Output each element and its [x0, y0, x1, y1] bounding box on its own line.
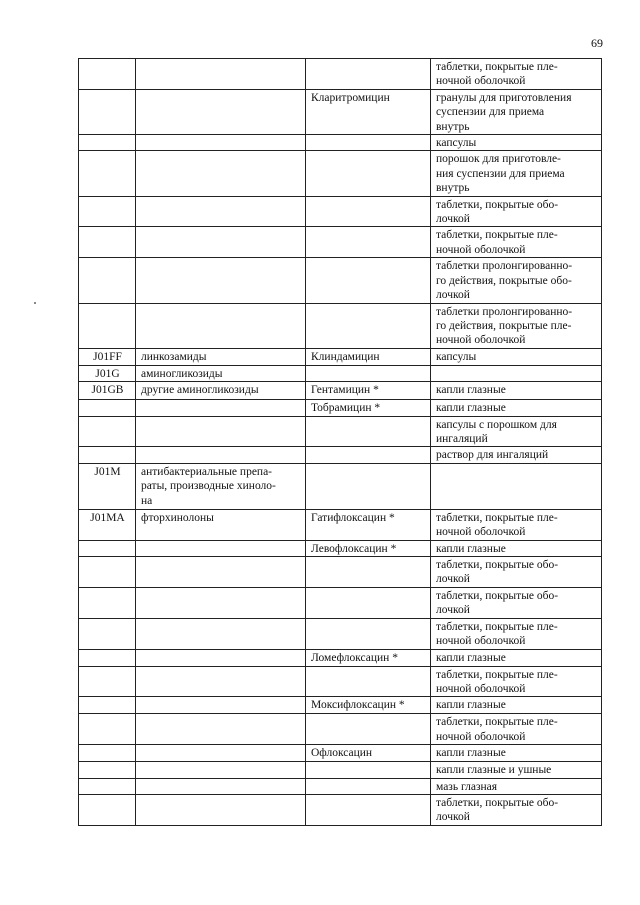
pharm-group-cell	[136, 59, 306, 90]
atc-code-cell: J01FF	[79, 348, 136, 365]
atc-code-cell	[79, 400, 136, 416]
table-row	[79, 618, 602, 649]
drug-name-cell	[306, 416, 431, 447]
atc-code-cell	[79, 795, 136, 826]
dosage-form-line: лочкой	[436, 289, 470, 302]
drug-name-cell: Моксифлоксацин *	[306, 697, 431, 714]
table-row	[79, 509, 602, 540]
dosage-form-line: таблетки пролонгированно-	[436, 260, 573, 273]
pharm-group-cell	[136, 151, 306, 196]
pharm-group-cell	[136, 258, 306, 303]
dosage-form-line: капли глазные	[436, 747, 506, 760]
drug-name-cell	[306, 778, 431, 794]
dosage-form-line: лочкой	[436, 213, 470, 226]
dosage-form-line: ночной оболочкой	[436, 683, 526, 695]
dosage-form-cell	[431, 348, 602, 365]
atc-code-cell: J01GB	[79, 382, 136, 400]
dosage-form-line: таблетки, покрытые обо-	[436, 558, 559, 571]
pharm-group-cell	[136, 227, 306, 258]
table-body	[79, 59, 602, 826]
dosage-form-cell	[431, 795, 602, 826]
dosage-form-cell	[431, 697, 602, 714]
dosage-form-cell	[431, 89, 602, 134]
atc-code-cell	[79, 135, 136, 151]
atc-code-cell	[79, 778, 136, 794]
dosage-form-line: капли глазные	[436, 384, 506, 397]
dosage-form-cell	[431, 227, 602, 258]
table-row	[79, 89, 602, 134]
pharm-group-cell	[136, 587, 306, 618]
drug-name-cell	[306, 258, 431, 303]
table-row	[79, 697, 602, 714]
table-row	[79, 135, 602, 151]
atc-code-cell	[79, 447, 136, 463]
dosage-form-cell	[431, 666, 602, 697]
dosage-form-cell	[431, 196, 602, 227]
dosage-form-line: таблетки, покрытые пле-	[436, 229, 558, 242]
pharm-group-cell	[136, 618, 306, 649]
dosage-form-line: таблетки, покрытые пле-	[436, 620, 558, 633]
table-row	[79, 151, 602, 196]
table-row	[79, 795, 602, 826]
atc-code-cell	[79, 196, 136, 227]
table-row	[79, 778, 602, 794]
atc-code-cell	[79, 762, 136, 778]
table-row	[79, 303, 602, 348]
page-number: 69	[591, 36, 603, 50]
pharm-group-text: антибактериальные препа- раты, производные хиноло- на	[141, 465, 276, 507]
dosage-form-line: капли глазные и ушные	[436, 764, 552, 777]
dosage-form-line: го действия, покрытые обо-	[436, 274, 572, 287]
dosage-form-cell	[431, 416, 602, 447]
atc-code-cell	[79, 258, 136, 303]
atc-code-cell	[79, 416, 136, 447]
drug-name-cell	[306, 556, 431, 587]
pharm-group-cell: аминогликозиды	[136, 365, 306, 381]
dosage-form-cell	[431, 618, 602, 649]
drug-name-cell	[306, 59, 431, 90]
drug-name-cell: Ломефлоксацин *	[306, 649, 431, 666]
table-row	[79, 587, 602, 618]
pharm-group-cell	[136, 447, 306, 463]
pharm-group-cell: линкозамиды	[136, 348, 306, 365]
pharm-group-cell	[136, 556, 306, 587]
dosage-form-line: капсулы	[436, 137, 477, 150]
table-row	[79, 649, 602, 666]
pharm-group-cell	[136, 135, 306, 151]
drug-table	[78, 58, 602, 826]
dosage-form-line: таблетки пролонгированно-	[436, 305, 573, 318]
atc-code-cell	[79, 59, 136, 90]
atc-code-cell	[79, 697, 136, 714]
dosage-form-line: капли глазные	[436, 699, 506, 712]
table-row	[79, 714, 602, 745]
dosage-form-line: гранулы для приготовления	[436, 91, 572, 104]
dosage-form-line: ночной оболочкой	[436, 526, 526, 539]
table-row	[79, 196, 602, 227]
dosage-form-cell	[431, 400, 602, 416]
table-row	[79, 382, 602, 400]
pharm-group-cell	[136, 795, 306, 826]
dosage-form-cell	[431, 382, 602, 400]
pharm-group-cell	[136, 745, 306, 762]
pharm-group-cell: фторхинолоны	[136, 509, 306, 540]
dosage-form-cell	[431, 365, 602, 381]
drug-name-cell	[306, 463, 431, 509]
atc-code-cell	[79, 227, 136, 258]
table-row	[79, 348, 602, 365]
atc-code-cell	[79, 618, 136, 649]
pharm-group-cell	[136, 697, 306, 714]
dosage-form-cell	[431, 303, 602, 348]
dosage-form-cell	[431, 556, 602, 587]
dosage-form-line: ночной оболочкой	[436, 635, 526, 647]
dosage-form-line: лочкой	[436, 811, 470, 824]
dosage-form-cell	[431, 540, 602, 556]
atc-code-cell	[79, 89, 136, 134]
dosage-form-line: раствор для ингаляций	[436, 449, 549, 462]
dosage-form-line: таблетки, покрытые обо-	[436, 589, 559, 602]
atc-code-cell	[79, 556, 136, 587]
dosage-form-cell	[431, 587, 602, 618]
dosage-form-line: таблетки, покрытые пле-	[436, 716, 558, 729]
drug-name-cell	[306, 365, 431, 381]
atc-code-cell	[79, 587, 136, 618]
scan-speck	[34, 302, 36, 304]
drug-name-cell	[306, 151, 431, 196]
pharm-group-cell	[136, 196, 306, 227]
drug-name-cell	[306, 762, 431, 778]
dosage-form-cell	[431, 745, 602, 762]
pharm-group-cell	[136, 463, 306, 509]
table-row	[79, 463, 602, 509]
drug-name-cell	[306, 666, 431, 697]
dosage-form-line: внутрь	[436, 120, 470, 133]
drug-name-cell	[306, 795, 431, 826]
drug-name-cell: Тобрамицин *	[306, 400, 431, 416]
dosage-form-line: таблетки, покрытые обо-	[436, 797, 559, 810]
atc-code-cell	[79, 714, 136, 745]
table-row	[79, 447, 602, 463]
pharm-group-cell	[136, 540, 306, 556]
pharm-group-cell	[136, 400, 306, 416]
drug-name-cell	[306, 227, 431, 258]
dosage-form-cell	[431, 762, 602, 778]
table-row	[79, 365, 602, 381]
table-row	[79, 59, 602, 90]
pharm-group-cell	[136, 778, 306, 794]
pharm-group-cell	[136, 762, 306, 778]
dosage-form-line: ингаляций	[436, 432, 488, 445]
dosage-form-line: таблетки, покрытые пле-	[436, 511, 558, 524]
drug-name-cell: Офлоксацин	[306, 745, 431, 762]
drug-name-cell	[306, 618, 431, 649]
atc-code-cell	[79, 540, 136, 556]
dosage-form-line: лочкой	[436, 573, 470, 586]
dosage-form-line: внутрь	[436, 182, 470, 195]
dosage-form-line: капсулы с порошком для	[436, 418, 557, 431]
drug-name-cell: Гентамицин *	[306, 382, 431, 400]
drug-name-cell: Клиндамицин	[306, 348, 431, 365]
dosage-form-cell	[431, 714, 602, 745]
dosage-form-line: ночной оболочкой	[436, 243, 526, 256]
table-row	[79, 762, 602, 778]
atc-code-cell	[79, 649, 136, 666]
dosage-form-line: го действия, покрытые пле-	[436, 319, 572, 332]
dosage-form-line: лочкой	[436, 604, 470, 617]
pharm-group-cell	[136, 666, 306, 697]
dosage-form-cell	[431, 258, 602, 303]
drug-name-cell: Гатифлоксацин *	[306, 509, 431, 540]
dosage-form-line: таблетки, покрытые пле-	[436, 668, 558, 681]
dosage-form-cell	[431, 59, 602, 90]
dosage-form-line: капли глазные	[436, 542, 506, 555]
dosage-form-line: капли глазные	[436, 402, 506, 415]
drug-name-cell	[306, 196, 431, 227]
table-row	[79, 416, 602, 447]
drug-name-cell	[306, 135, 431, 151]
atc-code-cell	[79, 745, 136, 762]
pharm-group-cell: другие аминогликозиды	[136, 382, 306, 400]
drug-name-cell	[306, 303, 431, 348]
atc-code-cell: J01G	[79, 365, 136, 381]
dosage-form-cell	[431, 649, 602, 666]
dosage-form-line: суспензии для приема	[436, 106, 545, 119]
table-row	[79, 258, 602, 303]
atc-code-cell: J01M	[79, 463, 136, 509]
dosage-form-line: ночной оболочкой	[436, 730, 526, 743]
table-row	[79, 227, 602, 258]
dosage-form-line: ния суспензии для приема	[436, 167, 565, 180]
drug-name-cell	[306, 447, 431, 463]
drug-name-cell	[306, 587, 431, 618]
dosage-form-cell	[431, 509, 602, 540]
dosage-form-cell	[431, 447, 602, 463]
pharm-group-cell	[136, 89, 306, 134]
dosage-form-line: таблетки, покрытые обо-	[436, 198, 559, 211]
dosage-form-line: ночной оболочкой	[436, 75, 526, 88]
dosage-form-cell	[431, 778, 602, 794]
atc-code-cell	[79, 666, 136, 697]
dosage-form-cell	[431, 135, 602, 151]
dosage-form-cell	[431, 151, 602, 196]
pharm-group-cell	[136, 714, 306, 745]
pharm-group-cell	[136, 416, 306, 447]
atc-code-cell: J01MA	[79, 509, 136, 540]
atc-code-cell	[79, 151, 136, 196]
dosage-form-line: ночной оболочкой	[436, 334, 526, 347]
dosage-form-cell	[431, 463, 602, 509]
dosage-form-line: порошок для приготовле-	[436, 153, 561, 166]
pharm-group-cell	[136, 649, 306, 666]
table-row	[79, 666, 602, 697]
table-row	[79, 745, 602, 762]
drug-name-cell: Кларитромицин	[306, 89, 431, 134]
atc-code-cell	[79, 303, 136, 348]
dosage-form-line: капсулы	[436, 350, 477, 363]
dosage-form-line: мазь глазная	[436, 780, 498, 793]
table-row	[79, 400, 602, 416]
pharm-group-cell	[136, 303, 306, 348]
drug-name-cell	[306, 714, 431, 745]
dosage-form-line: таблетки, покрытые пле-	[436, 61, 558, 73]
table-row	[79, 540, 602, 556]
drug-name-cell: Левофлоксацин *	[306, 540, 431, 556]
table-row	[79, 556, 602, 587]
dosage-form-line: капли глазные	[436, 651, 506, 664]
